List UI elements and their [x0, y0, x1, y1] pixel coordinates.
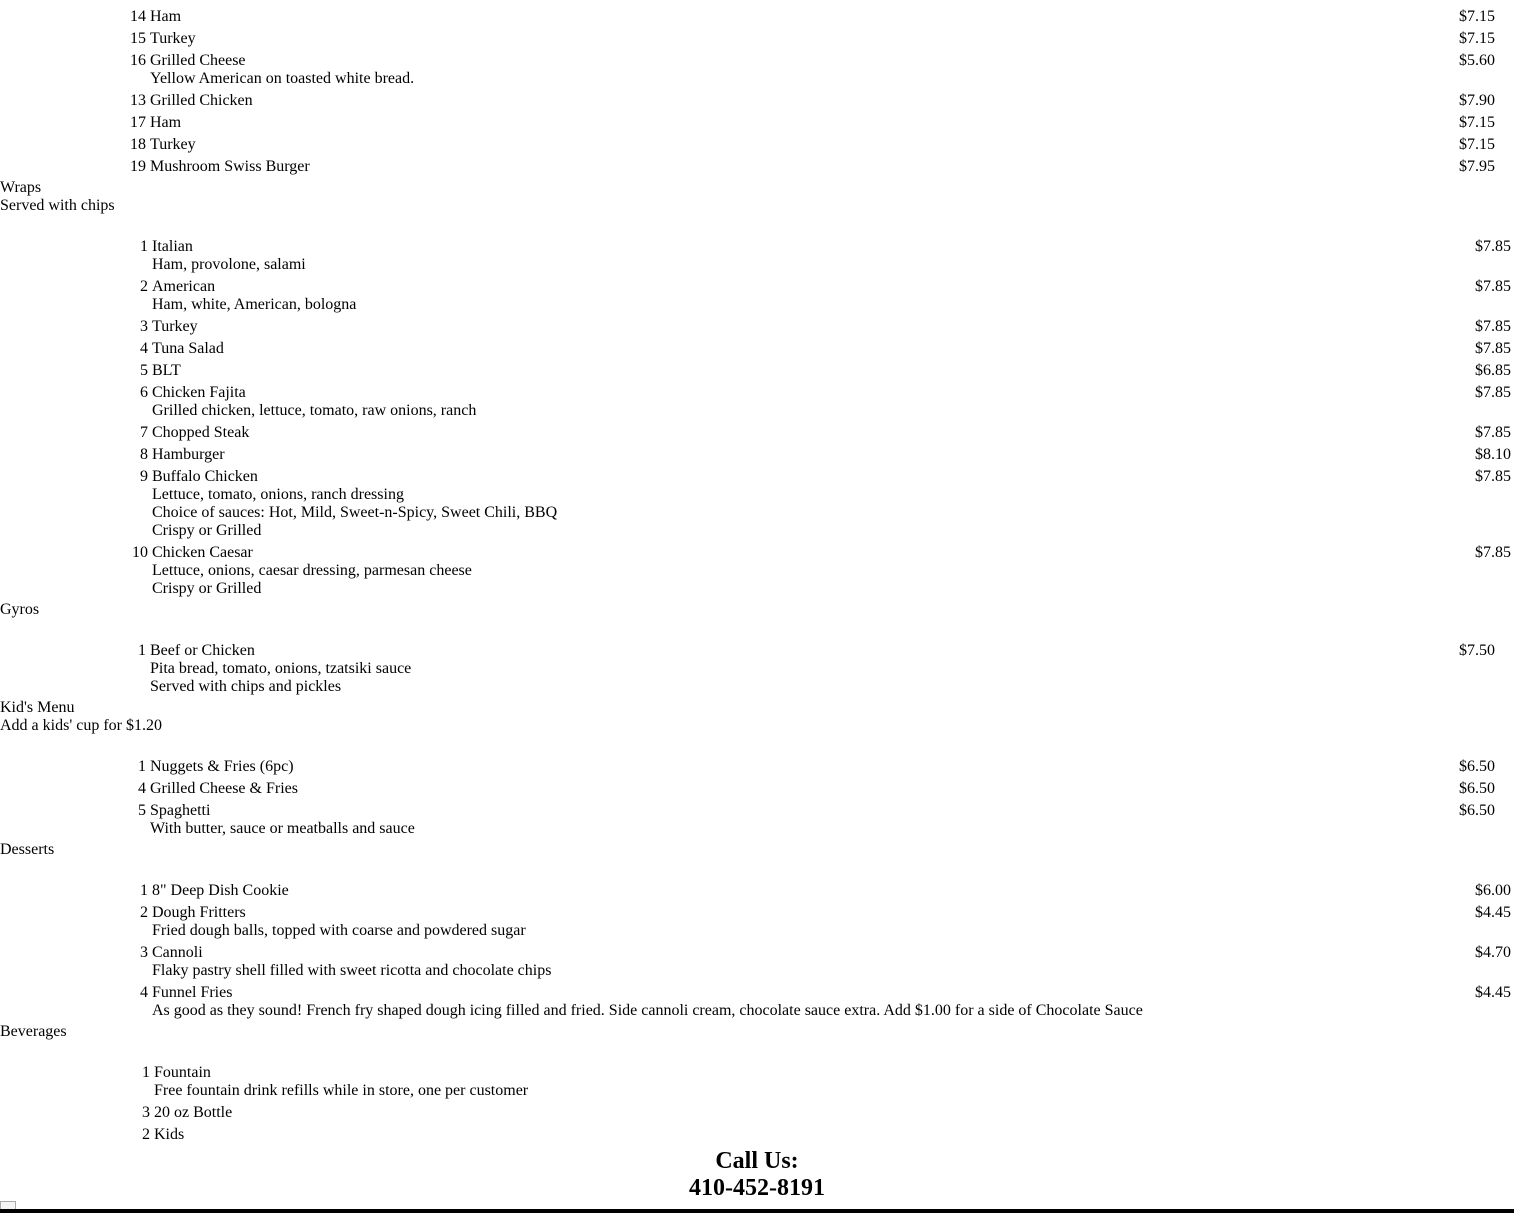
item-number: 8	[140, 446, 148, 463]
item-number: 14	[130, 8, 146, 25]
item-number: 1	[138, 758, 146, 775]
item-price: $4.45	[1475, 984, 1511, 1001]
item-name[interactable]: Ham	[150, 114, 182, 131]
item-number: 2	[142, 1126, 150, 1143]
item-number: 6	[140, 384, 148, 401]
item-price: $7.85	[1475, 238, 1511, 255]
item-number: 1	[140, 238, 148, 255]
item-name[interactable]: Fountain	[154, 1064, 211, 1081]
item-description: Flaky pastry shell filled with sweet ricotta and chocolate chips	[152, 962, 552, 979]
item-description: Choice of sauces: Hot, Mild, Sweet-n-Spicy, Sweet Chili, BBQ	[152, 504, 558, 521]
item-number: 19	[130, 158, 146, 175]
item-name[interactable]: Tuna Salad	[152, 340, 224, 357]
item-price: $7.85	[1475, 424, 1511, 441]
item-number: 1	[138, 642, 146, 659]
section-title-kids: Kid's Menu	[0, 699, 75, 716]
item-price: $7.15	[1459, 30, 1495, 47]
item-price: $7.85	[1475, 318, 1511, 335]
item-description: Crispy or Grilled	[152, 580, 262, 597]
item-description: With butter, sauce or meatballs and sauce	[150, 820, 415, 837]
item-name[interactable]: Spaghetti	[150, 802, 211, 819]
item-price: $7.15	[1459, 114, 1495, 131]
item-name[interactable]: Buffalo Chicken	[152, 468, 258, 485]
item-number: 1	[140, 882, 148, 899]
item-price: $7.85	[1475, 544, 1511, 561]
item-price: $4.45	[1475, 904, 1511, 921]
item-description: Served with chips and pickles	[150, 678, 342, 695]
item-number: 15	[130, 30, 146, 47]
item-price: $7.95	[1459, 158, 1495, 175]
item-name[interactable]: Grilled Cheese & Fries	[150, 780, 298, 797]
item-number: 17	[130, 114, 146, 131]
item-name[interactable]: Dough Fritters	[152, 904, 246, 921]
item-number: 13	[130, 92, 146, 109]
item-price: $6.50	[1459, 802, 1495, 819]
item-number: 1	[142, 1064, 150, 1081]
item-number: 4	[138, 780, 146, 797]
section-title-wraps: Wraps	[0, 179, 42, 196]
item-price: $7.85	[1475, 384, 1511, 401]
item-description: Crispy or Grilled	[152, 522, 262, 539]
item-name[interactable]: Turkey	[152, 318, 198, 335]
section-title-desserts: Desserts	[0, 841, 55, 858]
item-price: $6.50	[1459, 758, 1495, 775]
item-number: 2	[140, 904, 148, 921]
item-name[interactable]: Mushroom Swiss Burger	[150, 158, 310, 175]
item-price: $7.50	[1459, 642, 1495, 659]
item-description: Free fountain drink refills while in store, one per customer	[154, 1082, 529, 1099]
item-number: 18	[130, 136, 146, 153]
item-number: 3	[140, 944, 148, 961]
item-number: 16	[130, 52, 146, 69]
section-subtitle-wraps: Served with chips	[0, 197, 115, 214]
item-price: $7.85	[1475, 340, 1511, 357]
item-number: 4	[140, 340, 148, 357]
item-price: $7.90	[1459, 92, 1495, 109]
item-name[interactable]: Ham	[150, 8, 182, 25]
item-name[interactable]: Chicken Fajita	[152, 384, 246, 401]
section-subtitle-kids: Add a kids' cup for $1.20	[0, 717, 162, 734]
item-price: $5.60	[1459, 52, 1495, 69]
item-description: Lettuce, onions, caesar dressing, parmesan cheese	[152, 562, 472, 579]
item-name[interactable]: Turkey	[150, 136, 196, 153]
item-number: 9	[140, 468, 148, 485]
item-name[interactable]: American	[152, 278, 216, 295]
item-name[interactable]: 8" Deep Dish Cookie	[152, 882, 289, 899]
item-price: $6.85	[1475, 362, 1511, 379]
item-name[interactable]: BLT	[152, 362, 181, 379]
broken-image-icon	[0, 1201, 16, 1209]
item-name[interactable]: Grilled Cheese	[150, 52, 246, 69]
item-price: $7.85	[1475, 278, 1511, 295]
item-price: $8.10	[1475, 446, 1511, 463]
item-name[interactable]: Hamburger	[152, 446, 225, 463]
item-price: $4.70	[1475, 944, 1511, 961]
item-number: 3	[142, 1104, 150, 1121]
item-description: Ham, provolone, salami	[152, 256, 306, 273]
item-price: $7.15	[1459, 136, 1495, 153]
item-name[interactable]: Kids	[154, 1126, 185, 1143]
item-name[interactable]: Chopped Steak	[152, 424, 250, 441]
item-price: $6.50	[1459, 780, 1495, 797]
item-name[interactable]: Grilled Chicken	[150, 92, 253, 109]
item-name[interactable]: Beef or Chicken	[150, 642, 255, 659]
section-title-beverages: Beverages	[0, 1023, 67, 1040]
item-description: As good as they sound! French fry shaped dough icing filled and fried. Side cannoli cream, chocolate sauce extra. Add $1.00 for a side of Chocolate Sauce	[152, 1002, 1143, 1019]
item-name[interactable]: Cannoli	[152, 944, 203, 961]
item-number: 3	[140, 318, 148, 335]
item-name[interactable]: Turkey	[150, 30, 196, 47]
footer-bar	[0, 1209, 1514, 1213]
item-description: Yellow American on toasted white bread.	[150, 70, 415, 87]
item-name[interactable]: Nuggets & Fries (6pc)	[150, 758, 294, 775]
call-us-label: Call Us:	[715, 1148, 799, 1174]
item-description: Grilled chicken, lettuce, tomato, raw onions, ranch	[152, 402, 477, 419]
item-name[interactable]: Funnel Fries	[152, 984, 233, 1001]
item-number: 7	[140, 424, 148, 441]
item-number: 4	[140, 984, 148, 1001]
item-number: 2	[140, 278, 148, 295]
item-description: Ham, white, American, bologna	[152, 296, 357, 313]
item-description: Pita bread, tomato, onions, tzatsiki sauce	[150, 660, 412, 677]
item-description: Fried dough balls, topped with coarse and powdered sugar	[152, 922, 526, 939]
item-name[interactable]: Italian	[152, 238, 193, 255]
item-price: $7.85	[1475, 468, 1511, 485]
item-description: Lettuce, tomato, onions, ranch dressing	[152, 486, 404, 503]
item-number: 10	[132, 544, 148, 561]
item-price: $7.15	[1459, 8, 1495, 25]
item-number: 5	[138, 802, 146, 819]
item-number: 5	[140, 362, 148, 379]
section-title-gyros: Gyros	[0, 601, 40, 618]
item-name[interactable]: 20 oz Bottle	[154, 1104, 233, 1121]
phone-number[interactable]: 410-452-8191	[689, 1175, 825, 1201]
item-name[interactable]: Chicken Caesar	[152, 544, 253, 561]
item-price: $6.00	[1475, 882, 1511, 899]
